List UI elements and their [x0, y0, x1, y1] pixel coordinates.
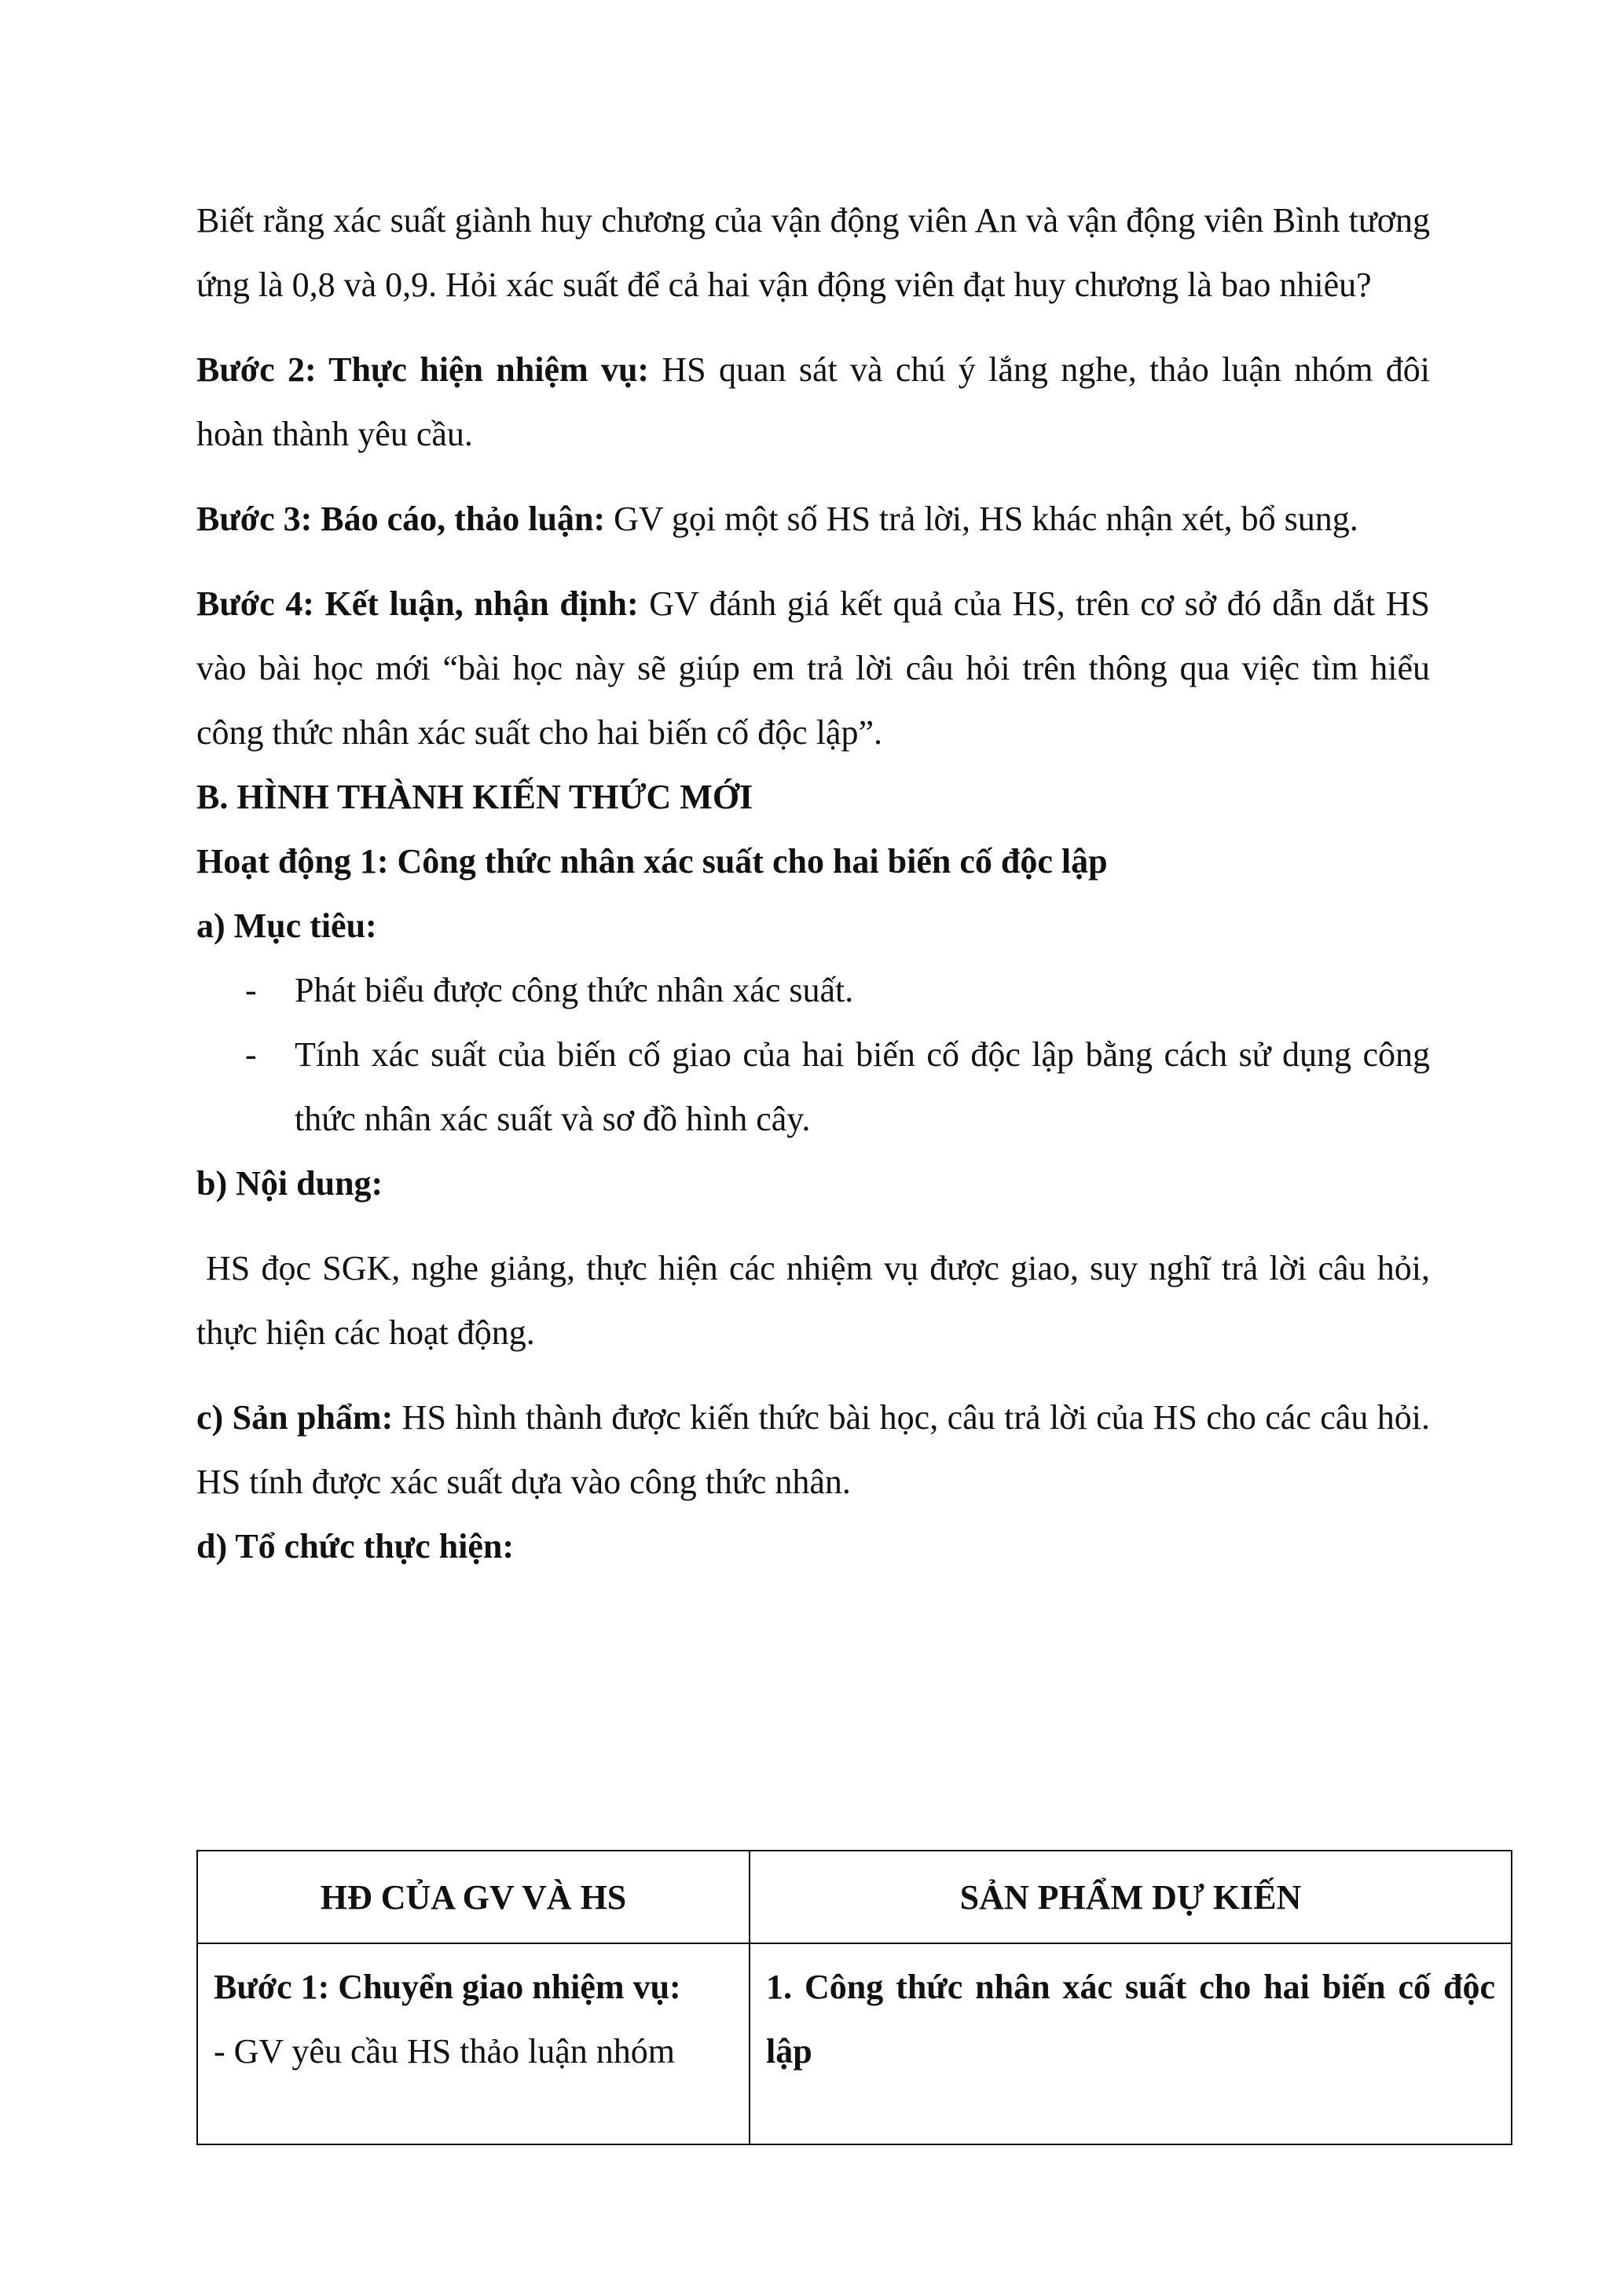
table-header-activities: HĐ CỦA GV VÀ HS: [197, 1851, 750, 1943]
content-text: HS đọc SGK, nghe giảng, thực hiện các nhiệm vụ được giao, suy nghĩ trả lời câu hỏi, thực hiện các hoạt động.: [196, 1249, 1430, 1352]
list-item: [196, 1023, 1430, 1152]
section-b-title: B. HÌNH THÀNH KIẾN THỨC MỚI: [196, 778, 753, 816]
document-page: [196, 189, 1430, 1579]
product-paragraph: [196, 1386, 1430, 1514]
step2-text: HS quan sát và chú ý lắng nghe, thảo luận nhóm đôi hoàn thành yêu cầu.: [196, 350, 1430, 453]
step3-paragraph: [196, 487, 1430, 551]
table-row: [197, 1943, 1512, 2144]
step1-label: Bước 1: Chuyển giao nhiệm vụ:: [214, 1968, 681, 2006]
step2-paragraph: [196, 338, 1430, 467]
table-cell-activities: [197, 1943, 750, 2144]
list-item: [196, 958, 1430, 1023]
product-text: HS hình thành được kiến thức bài học, câu trả lời của HS cho các câu hỏi. HS tính được xác suất dựa vào công thức nhân.: [196, 1398, 1430, 1501]
step3-label: Bước 3: Báo cáo, thảo luận:: [196, 500, 606, 538]
objective-text: Phát biểu được công thức nhân xác suất.: [295, 971, 854, 1009]
product-label: c) Sản phẩm:: [196, 1398, 394, 1437]
intro-paragraph: Biết rằng xác suất giành huy chương của vận động viên An và vận động viên Bình tương ứng là 0,8 và 0,9. Hỏi xác suất để cả hai vận động viên đạt huy chương là bao nhiêu?: [196, 201, 1430, 304]
step1-text: - GV yêu cầu HS thảo luận nhóm: [214, 2032, 675, 2071]
objective-text: Tính xác suất của biến cố giao của hai biến cố độc lập bằng cách sử dụng công thức nhân xác suất và sơ đồ hình cây.: [295, 1035, 1430, 1138]
step4-text: GV đánh giá kết quả của HS, trên cơ sở đó dẫn dắt HS vào bài học mới “bài học này sẽ giúp em trả lời câu hỏi trên thông qua việc tìm hiểu công thức nhân xác suất cho hai biến cố độc lập”.: [196, 584, 1431, 752]
step3-text: GV gọi một số HS trả lời, HS khác nhận xét, bổ sung.: [605, 500, 1358, 538]
table-cell-products: [750, 1943, 1512, 2144]
table-header-row: [197, 1851, 1512, 1943]
step4-label: Bước 4: Kết luận, nhận định:: [196, 584, 639, 623]
step2-label: Bước 2: Thực hiện nhiệm vụ:: [196, 350, 650, 389]
content-heading: b) Nội dung:: [196, 1164, 383, 1203]
activity1-title: Hoạt động 1: Công thức nhân xác suất cho hai biến cố độc lập: [196, 842, 1108, 881]
organization-heading: d) Tổ chức thực hiện:: [196, 1527, 515, 1565]
activity-table: [196, 1850, 1512, 2145]
objectives-list: [196, 958, 1430, 1152]
table-header-expected-products: SẢN PHẨM DỰ KIẾN: [750, 1851, 1512, 1943]
dash-bullet: -: [245, 1035, 257, 1074]
objectives-heading: a) Mục tiêu:: [196, 906, 377, 945]
product-section-title: 1. Công thức nhân xác suất cho hai biến cố độc lập: [766, 1968, 1495, 2071]
dash-bullet: -: [245, 971, 257, 1009]
step4-paragraph: [196, 572, 1430, 765]
